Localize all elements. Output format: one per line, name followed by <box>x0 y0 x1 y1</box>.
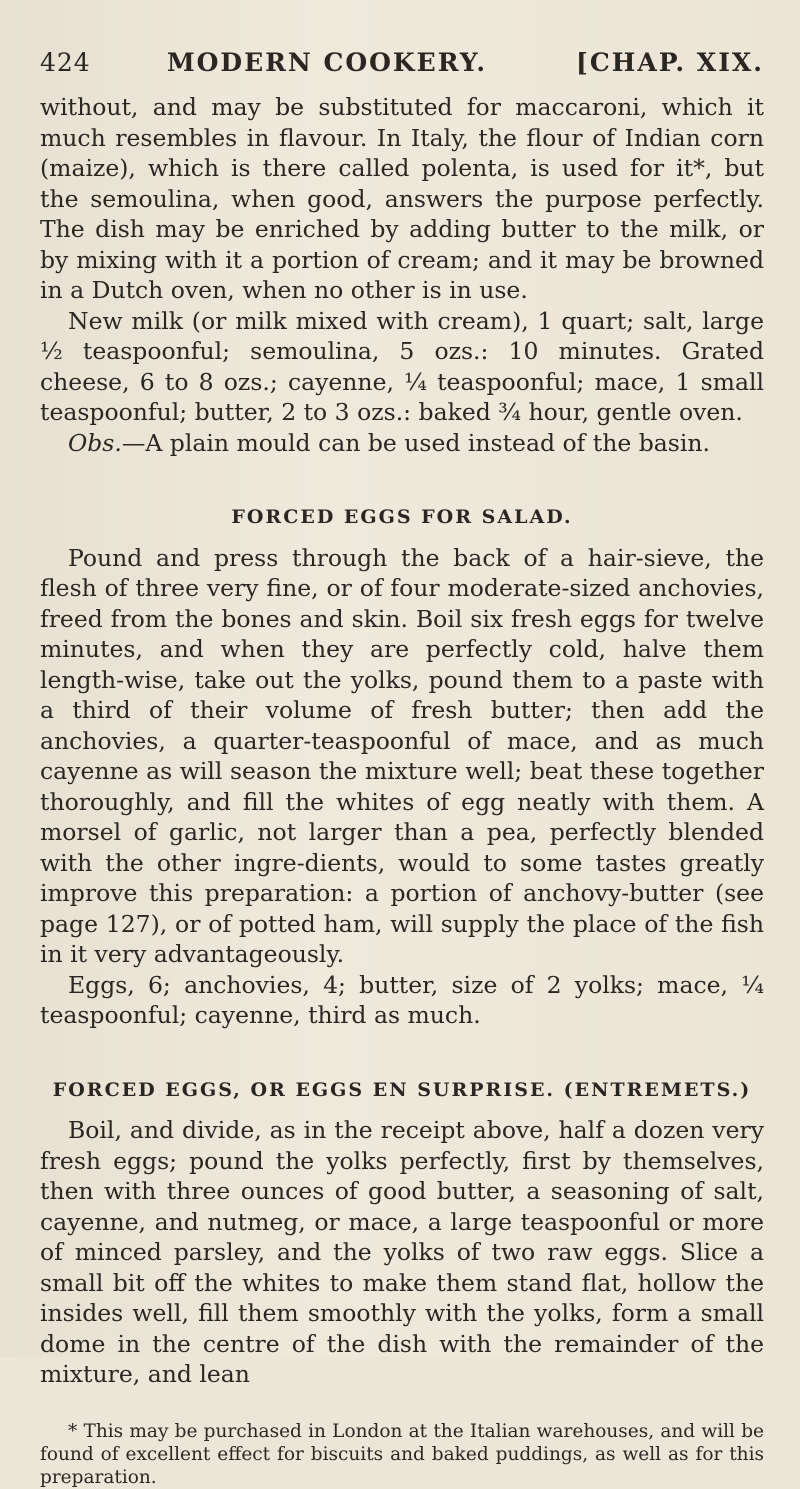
obs-label: Obs. <box>68 428 122 457</box>
footnote: * This may be purchased in London at the Italian warehouses, and will be found of excellent effect for biscuits and baked puddings, as well as for this preparation. <box>40 1420 764 1488</box>
running-head <box>40 48 764 92</box>
paragraph: Pound and press through the back of a hair-sieve, the flesh of three very fine, or of four moderate-sized anchovies, freed from the bones and skin. Boil six fresh eggs for twelve minutes, and when they are perfectly cold, halve them length-wise, take out the yolks, pound them to a paste with a third of their volume of fresh butter; then add the anchovies, a quarter-teaspoonful of mace, and as much cayenne as will season the mixture well; beat these together thoroughly, and fill the whites of egg neatly with them. A morsel of garlic, not larger than a pea, perfectly blended with the other ingre-dients, would to some tastes greatly improve this preparation: a portion of anchovy-butter (see page 127), or of potted ham, will supply the place of the fish in it very advantageously. <box>40 543 764 968</box>
obs-text: —A plain mould can be used instead of the basin. <box>121 428 710 457</box>
paragraph: without, and may be substituted for maccaroni, which it much resembles in flavour. In Italy, the flour of Indian corn (maize), which is there called polenta, is used for it*, but the semoulina, when good, answers the purpose perfectly. The dish may be enriched by adding butter to the milk, or by mixing with it a portion of cream; and it may be browned in a Dutch oven, when no other is in use. <box>40 93 764 304</box>
running-title: MODERN COOKERY. <box>166 48 488 77</box>
observation-note <box>40 428 764 459</box>
chapter-label: [CHAP. XIX. <box>575 48 764 77</box>
page-number: 424 <box>40 48 91 77</box>
recipe-heading: FORCED EGGS FOR SALAD. <box>231 506 573 528</box>
recipe-heading: FORCED EGGS, OR EGGS EN SURPRISE. (ENTREMETS.) <box>52 1078 752 1101</box>
paragraph: Boil, and divide, as in the receipt above, half a dozen very fresh eggs; pound the yolks perfectly, first by themselves, then with three ounces of good butter, a seasoning of salt, cayenne, and nutmeg, or mace, a large teaspoonful or more of minced parsley, and the yolks of two raw eggs. Slice a small bit off the whites to make them stand flat, hollow the insides well, fill them smoothly with the yolks, form a small dome in the centre of the dish with the remainder of the mixture, and lean <box>40 1116 764 1388</box>
ingredient-list: New milk (or milk mixed with cream), 1 quart; salt, large ½ teaspoonful; semoulina, 5 ozs.: 10 minutes. Grated cheese, 6 to 8 ozs.; cayenne, ¼ teaspoonful; mace, 1 small teaspoonful; butter, 2 to 3 ozs.: baked ¾ hour, gentle oven. <box>40 306 764 426</box>
ingredient-list: Eggs, 6; anchovies, 4; butter, size of 2 yolks; mace, ¼ teaspoonful; cayenne, third as much. <box>40 970 764 1029</box>
page-body <box>40 92 764 1489</box>
